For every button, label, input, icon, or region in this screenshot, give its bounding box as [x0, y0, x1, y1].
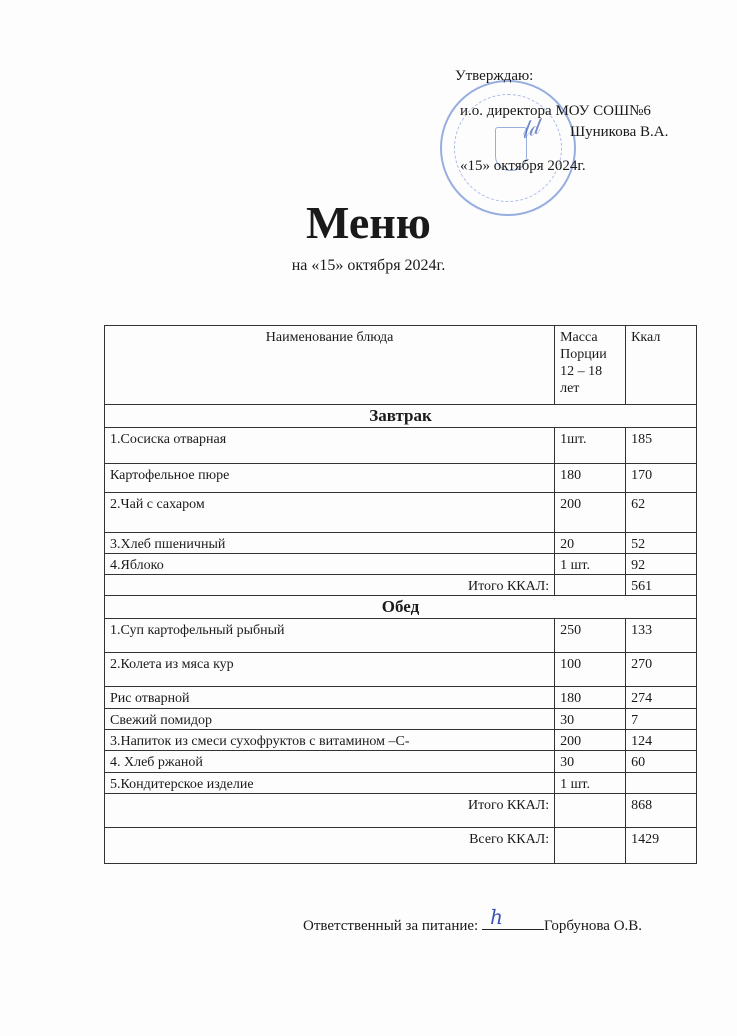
header-mass: Масса Порции 12 – 18 лет [555, 326, 626, 405]
table-row [105, 533, 697, 554]
grand-total-mass [555, 828, 626, 864]
approval-block [450, 66, 668, 177]
dish-kcal: 170 [626, 464, 697, 493]
dish-kcal: 270 [626, 653, 697, 687]
table-row [105, 493, 697, 533]
dish-kcal: 92 [626, 554, 697, 575]
approval-position: и.о. директора МОУ СОШ№6 [460, 103, 651, 119]
dish-mass: 20 [555, 533, 626, 554]
dish-name: 3.Хлеб пшеничный [105, 533, 555, 554]
subtotal-value: 561 [626, 575, 697, 596]
dish-kcal: 133 [626, 619, 697, 653]
dish-name: 2.Чай с сахаром [105, 493, 555, 533]
dish-kcal: 60 [626, 751, 697, 773]
table-row [105, 653, 697, 687]
dish-name: 2.Колета из мяса кур [105, 653, 555, 687]
dish-mass: 200 [555, 730, 626, 751]
subtotal-label: Итого ККАЛ: [105, 575, 555, 596]
dish-kcal: 62 [626, 493, 697, 533]
table-row [105, 619, 697, 653]
table-row [105, 709, 697, 730]
table-row [105, 751, 697, 773]
table-row [105, 687, 697, 709]
dish-name: Свежий помидор [105, 709, 555, 730]
table-header-row [105, 326, 697, 405]
responsible-signature: ℎ [489, 907, 503, 929]
dish-name: Картофельное пюре [105, 464, 555, 493]
table-row [105, 773, 697, 794]
dish-name: 4.Яблоко [105, 554, 555, 575]
approval-name: Шуникова В.А. [570, 124, 669, 140]
table-row [105, 730, 697, 751]
dish-mass: 30 [555, 709, 626, 730]
dish-kcal: 124 [626, 730, 697, 751]
dish-name: 3.Напиток из смеси сухофруктов с витамином –С- [105, 730, 555, 751]
section-title: Обед [105, 596, 697, 619]
dish-mass: 1 шт. [555, 554, 626, 575]
dish-mass: 200 [555, 493, 626, 533]
responsible-footer [303, 907, 643, 935]
approval-heading: Утверждаю: [455, 68, 534, 84]
subtotal-value: 868 [626, 794, 697, 828]
dish-kcal: 7 [626, 709, 697, 730]
responsible-label: Ответственный за питание: [303, 918, 479, 934]
dish-kcal: 274 [626, 687, 697, 709]
dish-kcal: 52 [626, 533, 697, 554]
dish-mass: 30 [555, 751, 626, 773]
approval-date: «15» октября 2024г. [460, 158, 586, 174]
grand-total-row [105, 828, 697, 864]
dish-mass: 1 шт. [555, 773, 626, 794]
dish-name: 1.Суп картофельный рыбный [105, 619, 555, 653]
dish-mass: 180 [555, 687, 626, 709]
header-kcal: Ккал [626, 326, 697, 405]
section-title: Завтрак [105, 405, 697, 428]
dish-name: 4. Хлеб ржаной [105, 751, 555, 773]
grand-total-value: 1429 [626, 828, 697, 864]
dish-kcal [626, 773, 697, 794]
dish-mass: 180 [555, 464, 626, 493]
dish-kcal: 185 [626, 428, 697, 464]
subtotal-label: Итого ККАЛ: [105, 794, 555, 828]
subtotal-mass [555, 794, 626, 828]
table-row [105, 464, 697, 493]
subtotal-row-breakfast [105, 575, 697, 596]
page-subtitle: на «15» октября 2024г. [291, 257, 446, 274]
dish-mass: 100 [555, 653, 626, 687]
page-title: Меню [306, 197, 431, 248]
menu-table [104, 325, 697, 864]
section-row-lunch [105, 596, 697, 619]
section-row-breakfast [105, 405, 697, 428]
dish-mass: 1шт. [555, 428, 626, 464]
responsible-name: Горбунова О.В. [543, 918, 643, 934]
signature-line [482, 907, 544, 930]
table-row [105, 428, 697, 464]
dish-name: 1.Сосиска отварная [105, 428, 555, 464]
subtotal-mass [555, 575, 626, 596]
dish-name: Рис отварной [105, 687, 555, 709]
grand-total-label: Всего ККАЛ: [105, 828, 555, 864]
dish-mass: 250 [555, 619, 626, 653]
table-row [105, 554, 697, 575]
header-dish-name: Наименование блюда [105, 326, 555, 405]
dish-name: 5.Кондитерское изделие [105, 773, 555, 794]
director-signature: 𝓁𝒹 [516, 113, 542, 144]
subtotal-row-lunch [105, 794, 697, 828]
